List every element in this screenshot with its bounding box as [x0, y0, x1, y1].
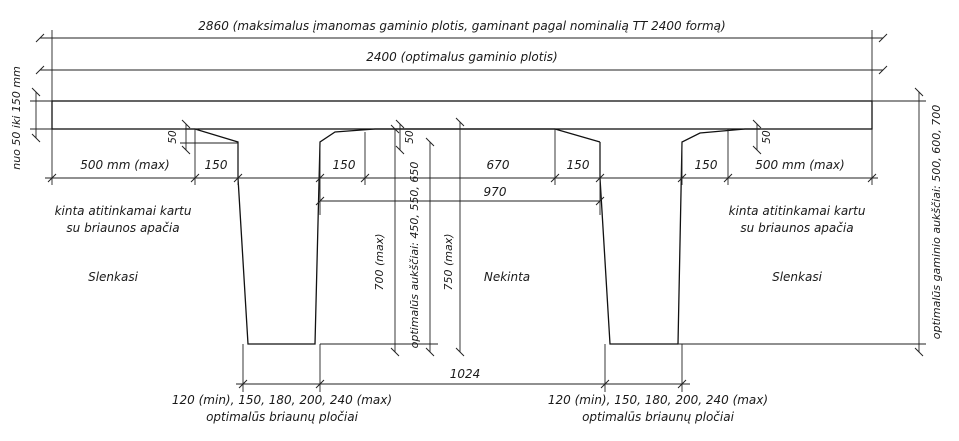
- slope-left-label: 150: [204, 158, 228, 172]
- sliding-left-label: Slenkasi: [88, 270, 138, 284]
- flange-thickness-dim: [10, 66, 52, 170]
- rib-heights-optimal-label: optimalūs aukščiai: 450, 550, 650: [408, 161, 421, 349]
- bottom-dims: [172, 344, 768, 424]
- haunch-right-label: 50: [761, 130, 773, 144]
- inner-span-label: 970: [483, 185, 507, 199]
- right-rib: [600, 129, 760, 344]
- rib-height-max-label: 700 (max): [373, 233, 386, 291]
- mid-flat-label: 670: [486, 158, 510, 172]
- varies-right-line2: su briaunos apačia: [740, 221, 854, 235]
- optimal-width-label: 2400 (optimalus gaminio plotis): [366, 50, 558, 64]
- rib-spacing-label: 1024: [449, 367, 481, 381]
- total-height-label: optimalūs gaminio aukščiai: 500, 600, 700: [930, 104, 943, 340]
- slope-right-label: 150: [694, 158, 718, 172]
- slope-mid-right-label: 150: [566, 158, 590, 172]
- rib-height-dims: [320, 122, 460, 352]
- varies-right-line1: kinta atitinkamai kartu: [728, 204, 866, 218]
- varies-left-line1: kinta atitinkamai kartu: [54, 204, 192, 218]
- varies-left-line2: su briaunos apačia: [66, 221, 180, 235]
- total-rib-height-label: 750 (max): [442, 233, 455, 291]
- flange-thickness-label: nuo 50 iki 150 mm: [10, 66, 23, 170]
- slope-mid-left-label: 150: [332, 158, 356, 172]
- overhang-left-label: 500 mm (max): [80, 158, 170, 172]
- rib-width-left-values: 120 (min), 150, 180, 200, 240 (max): [171, 393, 393, 407]
- haunch-left-label: 50: [167, 130, 179, 144]
- sliding-right-label: Slenkasi: [772, 270, 822, 284]
- constant-mid-label: Nekinta: [483, 270, 531, 284]
- top-flange: [52, 101, 872, 129]
- overhang-right-label: 500 mm (max): [755, 158, 845, 172]
- rib-width-left-caption: optimalūs briaunų pločiai: [206, 410, 358, 424]
- rib-width-right-values: 120 (min), 150, 180, 200, 240 (max): [547, 393, 769, 407]
- total-width-label: 2860 (maksimalus įmanomas gaminio plotis, gaminant pagal nominalią TT 2400 formą): [198, 19, 726, 33]
- rib-width-right-caption: optimalūs briaunų pločiai: [582, 410, 734, 424]
- haunch-mid-label: 50: [404, 130, 416, 144]
- top-dimensions: [40, 19, 883, 101]
